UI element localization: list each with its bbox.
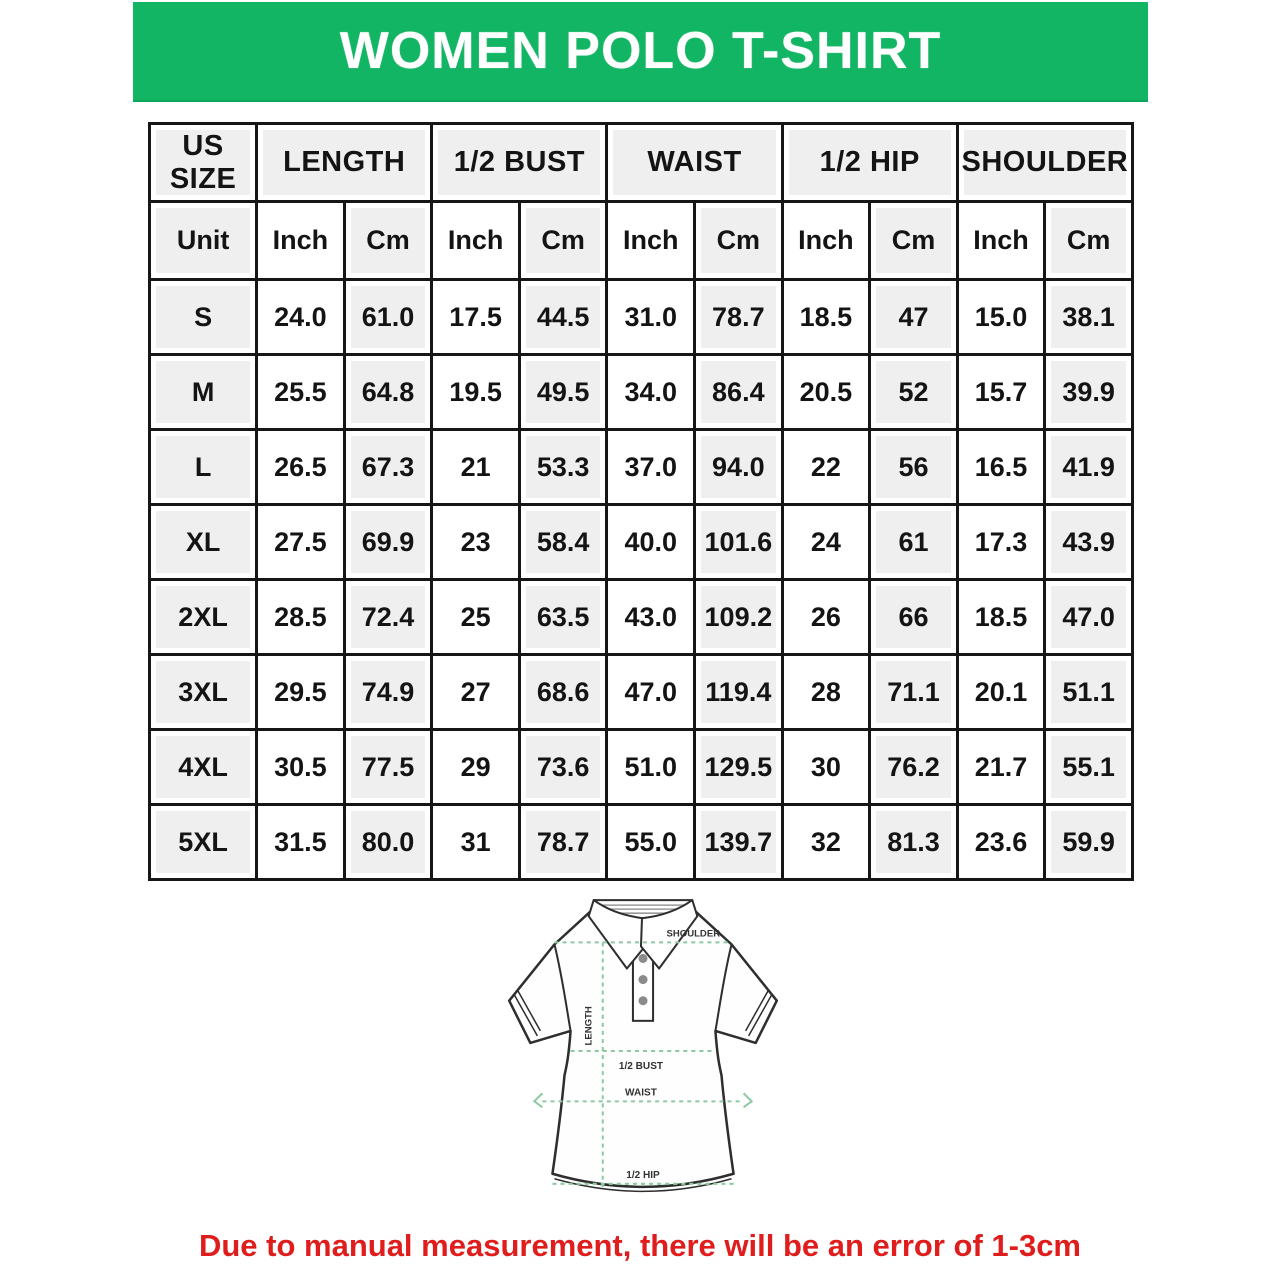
value-cell: 56: [870, 430, 958, 505]
column-group-header: 1/2 BUST: [432, 124, 607, 202]
unit-header-cell: Inch: [957, 202, 1045, 280]
column-group-header: SHOULDER: [957, 124, 1132, 202]
table-row: [150, 355, 1133, 430]
value-cell: 101.6: [695, 505, 783, 580]
value-cell: 58.4: [519, 505, 607, 580]
unit-header-cell: Inch: [782, 202, 870, 280]
value-cell: 25: [432, 580, 520, 655]
value-cell: 73.6: [519, 730, 607, 805]
value-cell: 20.5: [782, 355, 870, 430]
value-cell: 40.0: [607, 505, 695, 580]
value-cell: 21: [432, 430, 520, 505]
value-cell: 20.1: [957, 655, 1045, 730]
value-cell: 39.9: [1045, 355, 1133, 430]
size-cell: 5XL: [150, 805, 257, 880]
value-cell: 31.0: [607, 280, 695, 355]
value-cell: 64.8: [344, 355, 432, 430]
value-cell: 76.2: [870, 730, 958, 805]
value-cell: 43.0: [607, 580, 695, 655]
value-cell: 69.9: [344, 505, 432, 580]
value-cell: 71.1: [870, 655, 958, 730]
polo-shirt-diagram: [492, 882, 794, 1214]
value-cell: 18.5: [782, 280, 870, 355]
value-cell: 94.0: [695, 430, 783, 505]
value-cell: 55.1: [1045, 730, 1133, 805]
value-cell: 47.0: [1045, 580, 1133, 655]
value-cell: 81.3: [870, 805, 958, 880]
table-unit-row: [150, 202, 1133, 280]
value-cell: 19.5: [432, 355, 520, 430]
value-cell: 41.9: [1045, 430, 1133, 505]
value-cell: 63.5: [519, 580, 607, 655]
table-row: [150, 580, 1133, 655]
size-cell: S: [150, 280, 257, 355]
value-cell: 30.5: [257, 730, 345, 805]
value-cell: 77.5: [344, 730, 432, 805]
table-row: [150, 280, 1133, 355]
value-cell: 47: [870, 280, 958, 355]
value-cell: 78.7: [519, 805, 607, 880]
value-cell: 32: [782, 805, 870, 880]
value-cell: 26: [782, 580, 870, 655]
value-cell: 68.6: [519, 655, 607, 730]
measurement-disclaimer: Due to manual measurement, there will be an error of 1-3cm: [198, 1228, 1082, 1263]
size-cell: L: [150, 430, 257, 505]
value-cell: 18.5: [957, 580, 1045, 655]
unit-header-cell: Cm: [870, 202, 958, 280]
value-cell: 31: [432, 805, 520, 880]
waist-arrow-left-icon: [534, 1093, 542, 1107]
value-cell: 34.0: [607, 355, 695, 430]
value-cell: 52: [870, 355, 958, 430]
unit-header-cell: Inch: [257, 202, 345, 280]
value-cell: 17.5: [432, 280, 520, 355]
value-cell: 74.9: [344, 655, 432, 730]
value-cell: 66: [870, 580, 958, 655]
unit-header-cell: Cm: [695, 202, 783, 280]
waist-label: WAIST: [625, 1087, 657, 1099]
waist-arrow-right-icon: [744, 1093, 752, 1107]
table-row: [150, 430, 1133, 505]
unit-header-cell: Inch: [432, 202, 520, 280]
size-chart-table: [148, 122, 1134, 881]
value-cell: 119.4: [695, 655, 783, 730]
size-cell: XL: [150, 505, 257, 580]
table-row: [150, 805, 1133, 880]
value-cell: 51.1: [1045, 655, 1133, 730]
value-cell: 26.5: [257, 430, 345, 505]
size-cell: 2XL: [150, 580, 257, 655]
value-cell: 28.5: [257, 580, 345, 655]
value-cell: 30: [782, 730, 870, 805]
value-cell: 59.9: [1045, 805, 1133, 880]
value-cell: 80.0: [344, 805, 432, 880]
value-cell: 28: [782, 655, 870, 730]
value-cell: 78.7: [695, 280, 783, 355]
column-group-header: US SIZE: [150, 124, 257, 202]
table-row: [150, 730, 1133, 805]
value-cell: 55.0: [607, 805, 695, 880]
value-cell: 29: [432, 730, 520, 805]
unit-header-cell: Inch: [607, 202, 695, 280]
value-cell: 24.0: [257, 280, 345, 355]
value-cell: 27.5: [257, 505, 345, 580]
value-cell: 44.5: [519, 280, 607, 355]
button-icon: [638, 954, 647, 963]
value-cell: 72.4: [344, 580, 432, 655]
value-cell: 38.1: [1045, 280, 1133, 355]
value-cell: 47.0: [607, 655, 695, 730]
column-group-header: 1/2 HIP: [782, 124, 957, 202]
value-cell: 25.5: [257, 355, 345, 430]
table-row: [150, 655, 1133, 730]
table-header-row: [150, 124, 1133, 202]
hip-label: 1/2 HIP: [626, 1169, 660, 1181]
value-cell: 49.5: [519, 355, 607, 430]
button-icon: [638, 975, 647, 984]
value-cell: 86.4: [695, 355, 783, 430]
value-cell: 22: [782, 430, 870, 505]
unit-header-cell: Cm: [1045, 202, 1133, 280]
value-cell: 129.5: [695, 730, 783, 805]
value-cell: 16.5: [957, 430, 1045, 505]
table-row: [150, 505, 1133, 580]
value-cell: 24: [782, 505, 870, 580]
unit-header-cell: Cm: [344, 202, 432, 280]
value-cell: 29.5: [257, 655, 345, 730]
value-cell: 23.6: [957, 805, 1045, 880]
size-cell: M: [150, 355, 257, 430]
value-cell: 31.5: [257, 805, 345, 880]
value-cell: 27: [432, 655, 520, 730]
size-cell: 4XL: [150, 730, 257, 805]
length-label: LENGTH: [583, 1006, 595, 1046]
value-cell: 109.2: [695, 580, 783, 655]
value-cell: 21.7: [957, 730, 1045, 805]
value-cell: 43.9: [1045, 505, 1133, 580]
value-cell: 67.3: [344, 430, 432, 505]
shoulder-label: SHOULDER: [666, 928, 721, 940]
size-table-body: [150, 124, 1133, 880]
unit-header-cell: Cm: [519, 202, 607, 280]
value-cell: 37.0: [607, 430, 695, 505]
value-cell: 53.3: [519, 430, 607, 505]
value-cell: 15.7: [957, 355, 1045, 430]
value-cell: 17.3: [957, 505, 1045, 580]
value-cell: 61: [870, 505, 958, 580]
column-group-header: WAIST: [607, 124, 782, 202]
bust-label: 1/2 BUST: [618, 1061, 664, 1073]
value-cell: 15.0: [957, 280, 1045, 355]
value-cell: 51.0: [607, 730, 695, 805]
value-cell: 61.0: [344, 280, 432, 355]
page-title: WOMEN POLO T-SHIRT: [339, 22, 942, 80]
size-cell: 3XL: [150, 655, 257, 730]
value-cell: 139.7: [695, 805, 783, 880]
title-banner: [133, 2, 1148, 102]
column-group-header: LENGTH: [257, 124, 432, 202]
unit-header-cell: Unit: [150, 202, 257, 280]
value-cell: 23: [432, 505, 520, 580]
button-icon: [638, 996, 647, 1005]
